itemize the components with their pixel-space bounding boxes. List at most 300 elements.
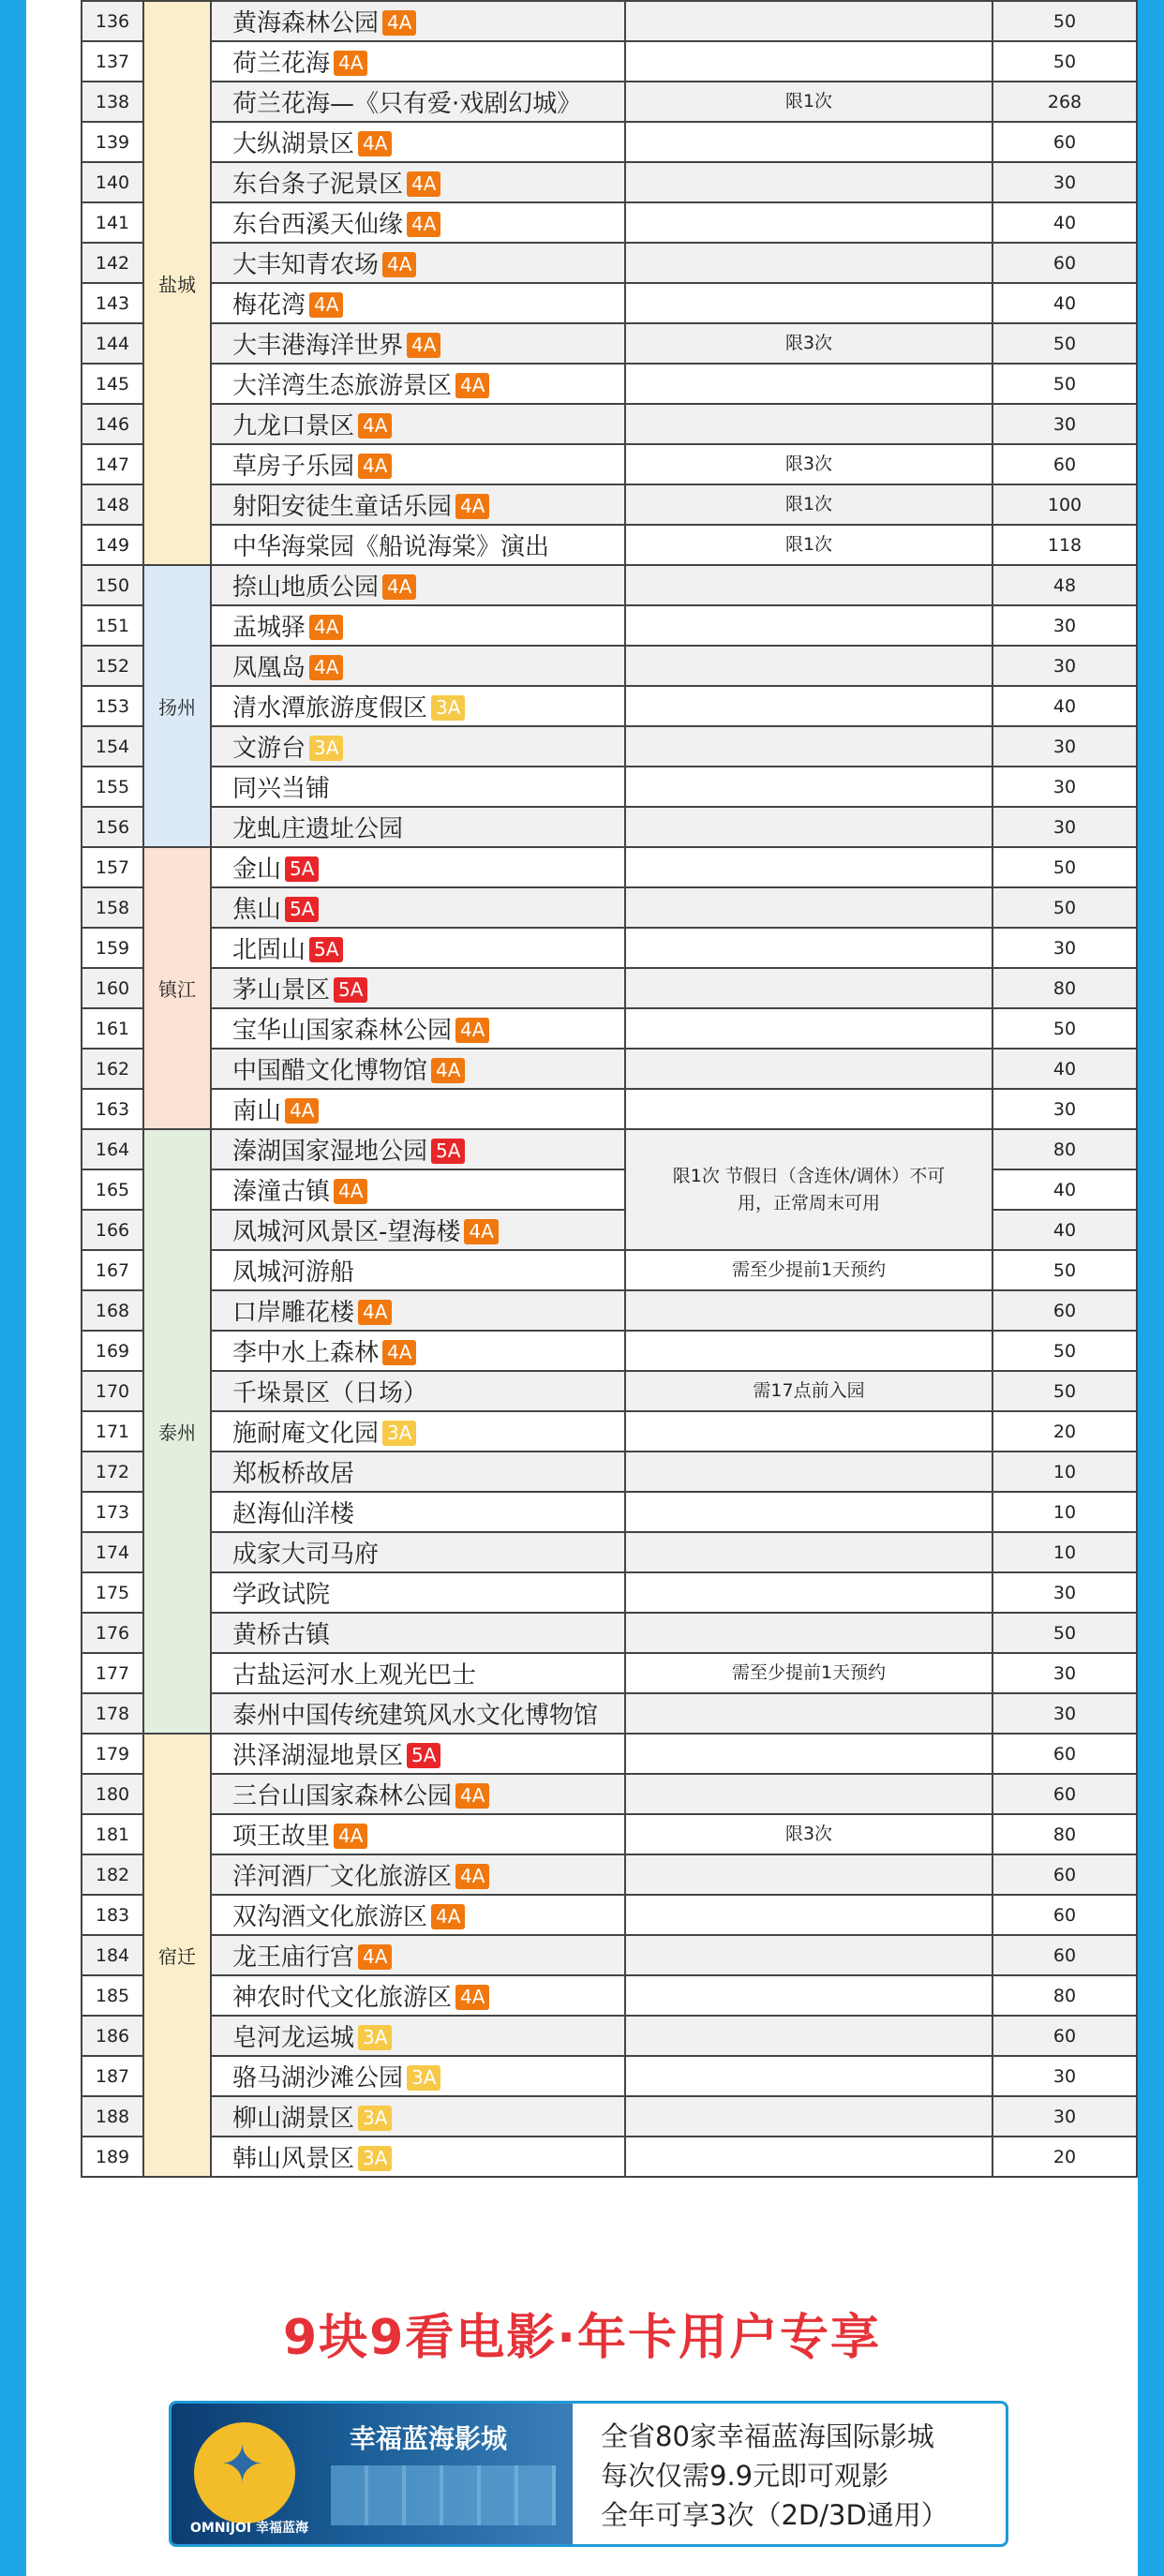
row-number: 175	[82, 1572, 143, 1613]
price-cell: 60	[992, 1854, 1137, 1895]
spot-name: 茅山景区	[232, 976, 331, 1005]
rating-badge: 4A	[285, 1098, 319, 1124]
row-number: 162	[82, 1049, 143, 1089]
spot-name: 文游台	[232, 735, 306, 763]
spot-name-cell	[211, 1572, 625, 1613]
rating-badge: 4A	[455, 1864, 489, 1889]
note-cell	[625, 364, 992, 404]
table-row	[82, 1935, 1137, 1975]
spot-name-cell	[211, 1935, 625, 1975]
note-cell	[625, 1008, 992, 1049]
price-cell: 30	[992, 1693, 1137, 1734]
row-number: 150	[82, 565, 143, 605]
table-row	[82, 364, 1137, 404]
row-number: 180	[82, 1774, 143, 1814]
rating-badge: 4A	[358, 131, 392, 156]
note-cell: 限3次	[625, 444, 992, 484]
price-cell: 10	[992, 1532, 1137, 1572]
note-cell	[625, 1572, 992, 1613]
spot-name-cell	[211, 686, 625, 726]
price-cell: 60	[992, 1290, 1137, 1331]
note-cell: 限1次 节假日（含连休/调休）不可用，正常周末可用	[625, 1129, 992, 1250]
rating-badge: 4A	[309, 655, 343, 680]
spot-name-cell	[211, 767, 625, 807]
table-row	[82, 2016, 1137, 2056]
spot-name: 赵海仙洋楼	[232, 1500, 355, 1528]
price-cell: 50	[992, 1, 1137, 41]
row-number: 142	[82, 243, 143, 283]
price-cell: 50	[992, 41, 1137, 82]
row-number: 160	[82, 968, 143, 1008]
price-cell: 80	[992, 1975, 1137, 2016]
price-cell: 50	[992, 847, 1137, 887]
spot-name-cell	[211, 82, 625, 122]
price-cell: 30	[992, 404, 1137, 444]
rating-badge: 3A	[382, 1421, 416, 1446]
promo-line: 每次仅需9.9元即可观影	[601, 2460, 889, 2492]
row-number: 145	[82, 364, 143, 404]
rating-badge: 3A	[358, 2025, 392, 2050]
note-cell: 限1次	[625, 82, 992, 122]
spot-name: 大丰港海洋世界	[232, 332, 404, 360]
price-cell: 30	[992, 726, 1137, 767]
price-cell: 50	[992, 1008, 1137, 1049]
table-row	[82, 928, 1137, 968]
note-cell	[625, 1, 992, 41]
promo-card[interactable]	[169, 2401, 1008, 2547]
row-number: 185	[82, 1975, 143, 2016]
rating-badge: 3A	[407, 2065, 440, 2091]
row-number: 166	[82, 1210, 143, 1250]
table-row	[82, 1895, 1137, 1935]
spot-name: 柳山湖景区	[232, 2105, 355, 2133]
spot-name-cell	[211, 1854, 625, 1895]
spot-name-cell	[211, 525, 625, 565]
rating-badge: 3A	[358, 2106, 392, 2131]
price-cell: 60	[992, 1895, 1137, 1935]
city-cell: 宿迁	[143, 1734, 211, 2177]
spot-name-cell	[211, 1532, 625, 1572]
table-row	[82, 1613, 1137, 1653]
spot-name: 盂城驿	[232, 614, 306, 642]
scenic-spot-table	[81, 0, 1138, 2178]
price-cell: 40	[992, 686, 1137, 726]
price-cell: 30	[992, 1089, 1137, 1129]
rating-badge: 4A	[334, 1179, 367, 1204]
rating-badge: 4A	[431, 1904, 465, 1929]
price-cell: 30	[992, 605, 1137, 646]
table-row	[82, 404, 1137, 444]
note-cell	[625, 404, 992, 444]
table-row	[82, 484, 1137, 525]
rating-badge: 3A	[358, 2146, 392, 2171]
table-row	[82, 41, 1137, 82]
row-number: 153	[82, 686, 143, 726]
table-row	[82, 1331, 1137, 1371]
city-cell: 扬州	[143, 565, 211, 847]
spot-name-cell	[211, 122, 625, 162]
spot-name-cell	[211, 1008, 625, 1049]
spot-name-cell	[211, 1492, 625, 1532]
spot-name: 千垛景区（日场）	[232, 1379, 428, 1407]
table-row	[82, 968, 1137, 1008]
spot-name: 郑板桥故居	[232, 1460, 355, 1488]
spot-name-cell	[211, 202, 625, 243]
table-row	[82, 1008, 1137, 1049]
table-row	[82, 1653, 1137, 1693]
spot-name: 大丰知青农场	[232, 251, 380, 279]
table-row	[82, 646, 1137, 686]
price-cell: 60	[992, 1774, 1137, 1814]
note-cell	[625, 283, 992, 323]
spot-name-cell	[211, 807, 625, 847]
row-number: 155	[82, 767, 143, 807]
spot-name-cell	[211, 1169, 625, 1210]
spot-name: 溱潼古镇	[232, 1178, 331, 1206]
note-cell	[625, 243, 992, 283]
price-cell: 50	[992, 1250, 1137, 1290]
price-cell: 30	[992, 162, 1137, 202]
price-cell: 30	[992, 1572, 1137, 1613]
row-number: 189	[82, 2137, 143, 2177]
row-number: 169	[82, 1331, 143, 1371]
price-cell: 268	[992, 82, 1137, 122]
spot-name-cell	[211, 928, 625, 968]
spot-name-cell	[211, 1653, 625, 1693]
row-number: 181	[82, 1814, 143, 1854]
row-number: 179	[82, 1734, 143, 1774]
rating-badge: 4A	[455, 494, 489, 519]
spot-name-cell	[211, 968, 625, 1008]
spot-name: 龙虬庄遗址公园	[232, 815, 404, 843]
table-row	[82, 444, 1137, 484]
note-cell	[625, 1734, 992, 1774]
table-row	[82, 807, 1137, 847]
price-cell: 40	[992, 1169, 1137, 1210]
table-row	[82, 1532, 1137, 1572]
spot-name: 北固山	[232, 936, 306, 964]
note-cell	[625, 767, 992, 807]
cinema-sign: 幸福蓝海影城	[350, 2423, 508, 2454]
row-number: 176	[82, 1613, 143, 1653]
spot-name: 东台西溪天仙缘	[232, 211, 404, 239]
spot-name: 凤城河游船	[232, 1258, 355, 1287]
row-number: 167	[82, 1250, 143, 1290]
spot-name: 东台条子泥景区	[232, 171, 404, 199]
spot-name-cell	[211, 1613, 625, 1653]
rating-badge: 4A	[382, 574, 416, 600]
spot-name: 学政试院	[232, 1581, 331, 1609]
note-cell	[625, 1411, 992, 1452]
spot-name-cell	[211, 1089, 625, 1129]
spot-name: 成家大司马府	[232, 1541, 380, 1569]
table-row	[82, 686, 1137, 726]
spot-name: 洪泽湖湿地景区	[232, 1742, 404, 1770]
table-body	[82, 1, 1137, 2177]
spot-name: 荷兰花海	[232, 50, 331, 78]
rating-badge: 4A	[455, 1018, 489, 1043]
price-cell: 80	[992, 968, 1137, 1008]
spot-name: 韩山风景区	[232, 2145, 355, 2173]
spot-name: 溱湖国家湿地公园	[232, 1138, 428, 1166]
rating-badge: 4A	[358, 454, 392, 479]
table-row	[82, 1049, 1137, 1089]
spot-name: 黄桥古镇	[232, 1621, 331, 1649]
price-cell: 40	[992, 1210, 1137, 1250]
table-row	[82, 2096, 1137, 2137]
spot-name: 大洋湾生态旅游景区	[232, 372, 453, 400]
row-number: 182	[82, 1854, 143, 1895]
note-cell: 限3次	[625, 323, 992, 364]
rating-badge: 4A	[382, 252, 416, 277]
spot-name-cell	[211, 444, 625, 484]
rating-badge: 5A	[285, 856, 319, 882]
spot-name-cell	[211, 484, 625, 525]
spot-name: 李中水上森林	[232, 1339, 380, 1367]
row-number: 161	[82, 1008, 143, 1049]
table-row	[82, 1975, 1137, 2016]
row-number: 174	[82, 1532, 143, 1572]
row-number: 163	[82, 1089, 143, 1129]
note-cell	[625, 928, 992, 968]
rating-badge: 4A	[464, 1219, 498, 1244]
table-row	[82, 1129, 1137, 1169]
spot-name-cell	[211, 2056, 625, 2096]
note-cell: 需至少提前1天预约	[625, 1653, 992, 1693]
rating-badge: 5A	[407, 1743, 440, 1768]
rating-badge: 4A	[455, 1783, 489, 1809]
note-cell	[625, 1975, 992, 2016]
spot-name-cell	[211, 726, 625, 767]
price-cell: 50	[992, 1613, 1137, 1653]
price-cell: 30	[992, 2056, 1137, 2096]
rating-badge: 5A	[309, 937, 343, 962]
spot-name-cell	[211, 1452, 625, 1492]
lobby-screens	[331, 2465, 556, 2525]
note-cell: 限1次	[625, 525, 992, 565]
price-cell: 30	[992, 767, 1137, 807]
row-number: 144	[82, 323, 143, 364]
brand-logo-text: OMNIJOI 幸福蓝海	[190, 2521, 308, 2536]
rating-badge: 4A	[358, 1300, 392, 1325]
spot-name: 宝华山国家森林公园	[232, 1017, 453, 1045]
spot-name: 口岸雕花楼	[232, 1299, 355, 1327]
spot-name-cell	[211, 1129, 625, 1169]
note-cell	[625, 122, 992, 162]
spot-name-cell	[211, 2016, 625, 2056]
row-number: 159	[82, 928, 143, 968]
promo-line: 全省80家幸福蓝海国际影城	[601, 2420, 934, 2452]
spot-name: 清水潭旅游度假区	[232, 694, 428, 722]
price-cell: 60	[992, 444, 1137, 484]
spot-name: 中国醋文化博物馆	[232, 1057, 428, 1085]
spot-name-cell	[211, 1693, 625, 1734]
price-cell: 20	[992, 2137, 1137, 2177]
price-cell: 80	[992, 1814, 1137, 1854]
price-cell: 50	[992, 364, 1137, 404]
spot-name-cell	[211, 404, 625, 444]
note-cell	[625, 1049, 992, 1089]
row-number: 143	[82, 283, 143, 323]
spot-name: 梅花湾	[232, 291, 306, 320]
table-row	[82, 1734, 1137, 1774]
city-cell: 盐城	[143, 1, 211, 565]
spot-name: 射阳安徒生童话乐园	[232, 493, 453, 521]
row-number: 151	[82, 605, 143, 646]
price-cell: 48	[992, 565, 1137, 605]
note-cell	[625, 162, 992, 202]
row-number: 188	[82, 2096, 143, 2137]
price-cell: 50	[992, 887, 1137, 928]
rating-badge: 4A	[334, 1824, 367, 1849]
spot-name: 皂河龙运城	[232, 2024, 355, 2052]
row-number: 136	[82, 1, 143, 41]
spot-name: 金山	[232, 856, 282, 884]
price-cell: 60	[992, 122, 1137, 162]
table-row	[82, 1452, 1137, 1492]
price-cell: 30	[992, 646, 1137, 686]
row-number: 137	[82, 41, 143, 82]
table-row	[82, 1693, 1137, 1734]
row-number: 173	[82, 1492, 143, 1532]
rating-badge: 4A	[407, 171, 440, 197]
table-row	[82, 1250, 1137, 1290]
price-cell: 30	[992, 807, 1137, 847]
price-cell: 50	[992, 1371, 1137, 1411]
table-row	[82, 1290, 1137, 1331]
table-row	[82, 202, 1137, 243]
note-cell	[625, 1774, 992, 1814]
spot-name-cell	[211, 1371, 625, 1411]
row-number: 165	[82, 1169, 143, 1210]
spot-name: 神农时代文化旅游区	[232, 1984, 453, 2012]
price-cell: 20	[992, 1411, 1137, 1452]
row-number: 187	[82, 2056, 143, 2096]
spot-name: 双沟酒文化旅游区	[232, 1903, 428, 1931]
rating-badge: 4A	[358, 1944, 392, 1970]
spot-name: 洋河酒厂文化旅游区	[232, 1863, 453, 1891]
spot-name-cell	[211, 605, 625, 646]
price-cell: 40	[992, 202, 1137, 243]
price-cell: 10	[992, 1452, 1137, 1492]
row-number: 172	[82, 1452, 143, 1492]
price-cell: 60	[992, 1935, 1137, 1975]
spot-name-cell	[211, 1734, 625, 1774]
spot-name-cell	[211, 2096, 625, 2137]
table-row	[82, 887, 1137, 928]
rating-badge: 4A	[382, 1340, 416, 1365]
note-cell	[625, 202, 992, 243]
table-row	[82, 243, 1137, 283]
table-row	[82, 82, 1137, 122]
note-cell	[625, 1452, 992, 1492]
spot-name: 中华海棠园《船说海棠》演出	[232, 533, 550, 561]
spot-name-cell	[211, 1, 625, 41]
note-cell	[625, 1895, 992, 1935]
rating-badge: 4A	[431, 1058, 465, 1083]
table-row	[82, 847, 1137, 887]
note-cell: 需至少提前1天预约	[625, 1250, 992, 1290]
row-number: 157	[82, 847, 143, 887]
table-row	[82, 525, 1137, 565]
row-number: 156	[82, 807, 143, 847]
spot-name-cell	[211, 1250, 625, 1290]
row-number: 178	[82, 1693, 143, 1734]
omnijoi-logo-icon: ✦	[194, 2422, 295, 2524]
spot-name-cell	[211, 1814, 625, 1854]
spot-name-cell	[211, 1895, 625, 1935]
spot-name-cell	[211, 2137, 625, 2177]
note-cell	[625, 2016, 992, 2056]
note-cell	[625, 605, 992, 646]
note-cell	[625, 1935, 992, 1975]
note-cell	[625, 646, 992, 686]
price-cell: 50	[992, 1331, 1137, 1371]
spot-name-cell	[211, 1049, 625, 1089]
row-number: 148	[82, 484, 143, 525]
row-number: 170	[82, 1371, 143, 1411]
table-row	[82, 1411, 1137, 1452]
row-number: 158	[82, 887, 143, 928]
spot-name: 同兴当铺	[232, 775, 331, 803]
spot-name: 骆马湖沙滩公园	[232, 2064, 404, 2092]
note-cell	[625, 2137, 992, 2177]
row-number: 164	[82, 1129, 143, 1169]
table-row	[82, 1572, 1137, 1613]
row-number: 141	[82, 202, 143, 243]
rating-badge: 4A	[455, 1985, 489, 2010]
spot-name: 凤城河风景区-望海楼	[232, 1218, 461, 1246]
note-cell	[625, 1693, 992, 1734]
row-number: 186	[82, 2016, 143, 2056]
spot-name-cell	[211, 1331, 625, 1371]
rating-badge: 3A	[431, 695, 465, 721]
price-cell: 30	[992, 1653, 1137, 1693]
table-row	[82, 1854, 1137, 1895]
price-cell: 30	[992, 2096, 1137, 2137]
spot-name: 大纵湖景区	[232, 130, 355, 158]
rating-badge: 4A	[309, 615, 343, 640]
promo-title: 9块9看电影·年卡用户专享	[282, 2310, 882, 2366]
spot-name: 凤凰岛	[232, 654, 306, 682]
row-number: 154	[82, 726, 143, 767]
note-cell	[625, 726, 992, 767]
note-cell	[625, 1290, 992, 1331]
spot-name-cell	[211, 1290, 625, 1331]
note-cell	[625, 41, 992, 82]
spot-name: 三台山国家森林公园	[232, 1782, 453, 1810]
city-cell: 泰州	[143, 1129, 211, 1734]
note-cell	[625, 1331, 992, 1371]
table-row	[82, 1492, 1137, 1532]
promo-line: 全年可享3次（2D/3D通用）	[601, 2499, 948, 2531]
note-cell: 限1次	[625, 484, 992, 525]
rating-badge: 3A	[309, 736, 343, 761]
spot-name-cell	[211, 1210, 625, 1250]
note-cell	[625, 887, 992, 928]
spot-name-cell	[211, 283, 625, 323]
spot-name: 荷兰花海—《只有爱·戏剧幻城》	[232, 90, 582, 118]
price-cell: 50	[992, 323, 1137, 364]
note-cell	[625, 1089, 992, 1129]
spot-name: 捺山地质公园	[232, 573, 380, 602]
price-cell: 100	[992, 484, 1137, 525]
note-cell	[625, 1613, 992, 1653]
table-row	[82, 1, 1137, 41]
spot-name-cell	[211, 243, 625, 283]
spot-name-cell	[211, 364, 625, 404]
sheet	[26, 0, 1138, 2576]
